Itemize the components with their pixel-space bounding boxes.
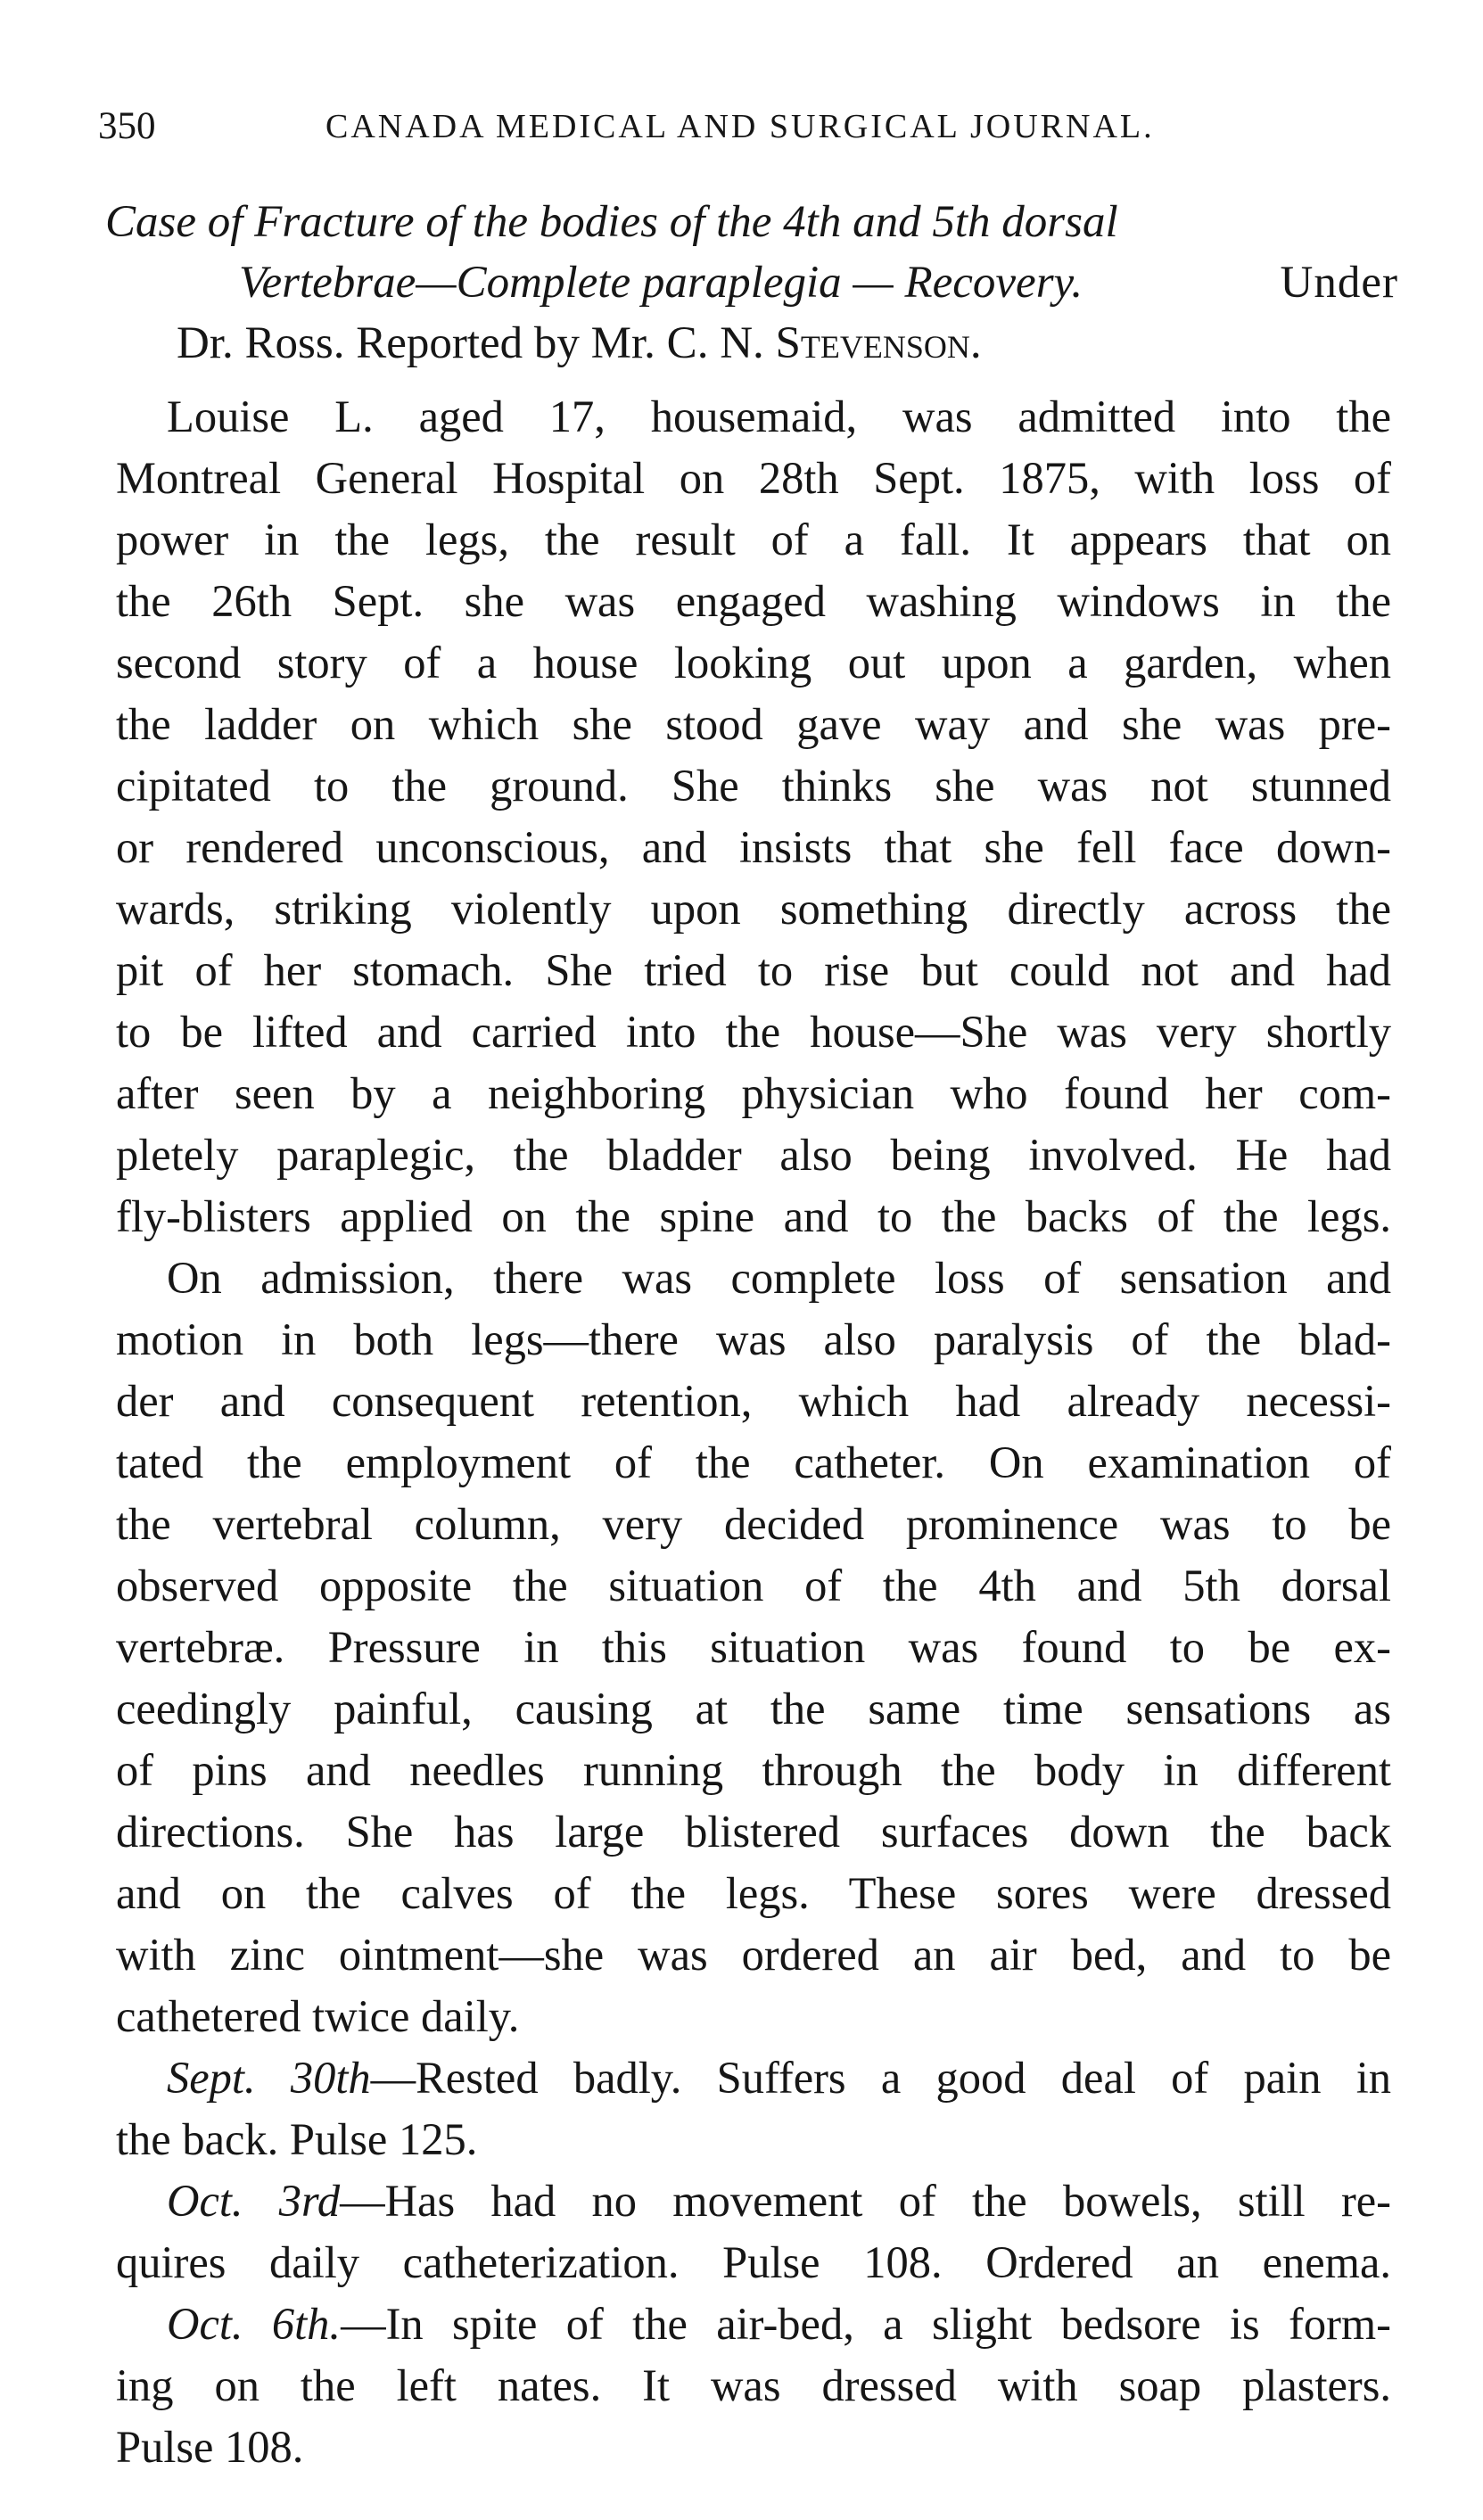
case-reporter-name: Stevenson. — [775, 318, 982, 368]
progress-note-text: —In spite of the air-bed, a slight bedsore is form- — [341, 2299, 1391, 2349]
progress-note-text: —Has had no movement of the bowels, still re- — [340, 2176, 1391, 2226]
progress-date: Oct. 6th. — [167, 2299, 342, 2349]
progress-note-line: the back. Pulse 125. — [116, 2114, 478, 2164]
progress-note-line: ing on the left nates. It was dressed with soap plasters. — [116, 2360, 1391, 2410]
body-line: pit of her stomach. She tried to rise but could not and had — [116, 945, 1391, 995]
progress-note-line: quires daily catheterization. Pulse 108. Ordered an enema. — [116, 2237, 1391, 2287]
body-line: pletely paraplegic, the bladder also being involved. He had — [116, 1130, 1391, 1180]
case-title-line-3 — [105, 313, 1398, 374]
case-title-under-label: Under — [1280, 258, 1398, 308]
body-line: wards, striking violently upon something directly across the — [116, 884, 1391, 934]
progress-note-line — [116, 2294, 1391, 2355]
case-title-line-2 — [105, 252, 1398, 313]
body-line: On admission, there was complete loss of sensation and — [167, 1253, 1391, 1303]
body-line: the 26th Sept. she was engaged washing windows in the — [116, 576, 1391, 626]
body-line: after seen by a neighboring physician who found her com- — [116, 1068, 1391, 1118]
body-line: of pins and needles running through the body in different — [116, 1745, 1391, 1795]
body-line: cipitated to the ground. She thinks she was not stunned — [116, 761, 1391, 811]
body-line: motion in both legs—there was also paralysis of the blad- — [116, 1314, 1391, 1364]
progress-note-line — [116, 2047, 1391, 2109]
progress-date: Oct. 3rd — [167, 2176, 341, 2226]
article-body — [116, 386, 1391, 2478]
body-line: observed opposite the situation of the 4th and 5th dorsal — [116, 1561, 1391, 1610]
case-heading — [105, 192, 1398, 374]
body-line: and on the calves of the legs. These sores were dressed — [116, 1868, 1391, 1918]
page-number: 350 — [98, 105, 156, 147]
progress-note-line: Pulse 108. — [116, 2422, 304, 2472]
body-line: der and consequent retention, which had already necessi- — [116, 1376, 1391, 1426]
case-title-subtitle: Vertebrae—Complete paraplegia — Recovery. — [239, 258, 1083, 308]
body-line: the ladder on which she stood gave way and she was pre- — [116, 699, 1391, 749]
body-line: second story of a house looking out upon a garden, when — [116, 638, 1391, 688]
case-doctor-name: Dr. Ross. — [177, 318, 345, 368]
body-line: Montreal General Hospital on 28th Sept. 1875, with loss of — [116, 453, 1391, 503]
body-line: vertebræ. Pressure in this situation was found to be ex- — [116, 1622, 1391, 1672]
body-line: fly-blisters applied on the spine and to the backs of the legs. — [116, 1191, 1391, 1241]
journal-title: CANADA MEDICAL AND SURGICAL JOURNAL. — [325, 108, 1155, 145]
progress-note-text: —Rested badly. Suffers a good deal of pain in — [370, 2053, 1391, 2103]
running-head — [98, 100, 1400, 153]
body-line: power in the legs, the result of a fall. It appears that on — [116, 515, 1391, 564]
body-line: Louise L. aged 17, housemaid, was admitted into the — [167, 391, 1391, 441]
case-title-line-1: Case of Fracture of the bodies of the 4th and 5th dorsal — [105, 197, 1118, 247]
body-line: or rendered unconscious, and insists that she fell face down- — [116, 822, 1391, 872]
body-line: to be lifted and carried into the house—She was very shortly — [116, 1007, 1391, 1057]
progress-note-line — [116, 2170, 1391, 2232]
body-line: with zinc ointment—she was ordered an air bed, and to be — [116, 1930, 1391, 1980]
body-line: cathetered twice daily. — [116, 1991, 520, 2041]
case-reported-by: Reported by Mr. C. N. — [356, 318, 764, 368]
body-line: ceedingly painful, causing at the same time sensations as — [116, 1684, 1391, 1734]
body-line: directions. She has large blistered surfaces down the back — [116, 1807, 1391, 1857]
body-line: the vertebral column, very decided prominence was to be — [116, 1499, 1391, 1549]
progress-date: Sept. 30th — [167, 2053, 371, 2103]
body-line: tated the employment of the catheter. On examination of — [116, 1437, 1391, 1487]
